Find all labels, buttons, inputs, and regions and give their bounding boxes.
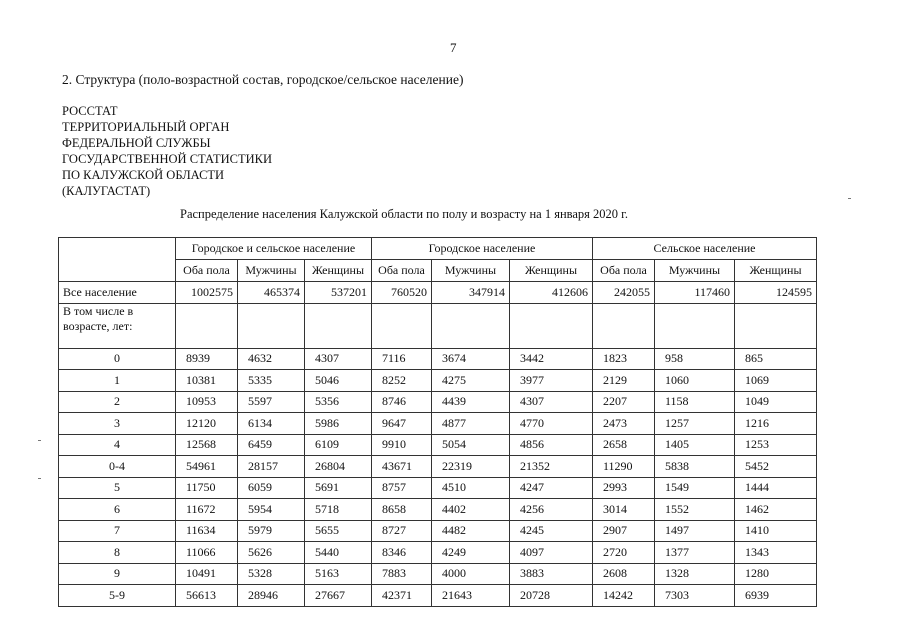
table-row <box>59 456 817 478</box>
table-cell: 43671 <box>372 456 432 478</box>
age-label: 9 <box>59 563 176 585</box>
org-line: ГОСУДАРСТВЕННОЙ СТАТИСТИКИ <box>62 152 272 166</box>
table-cell: 28157 <box>238 456 305 478</box>
table-cell: 56613 <box>176 585 238 607</box>
table-cell: 1257 <box>655 413 735 435</box>
table-cell: 8727 <box>372 520 432 542</box>
table-cell <box>655 303 735 348</box>
total-row <box>59 282 817 304</box>
table-cell <box>593 303 655 348</box>
table-cell <box>305 303 372 348</box>
group-header: Городское и сельское население <box>176 238 372 260</box>
table-cell: 7303 <box>655 585 735 607</box>
table-cell: 8746 <box>372 391 432 413</box>
table-cell: 1410 <box>735 520 817 542</box>
table-cell: 28946 <box>238 585 305 607</box>
table-cell: 5979 <box>238 520 305 542</box>
table-cell: 1253 <box>735 434 817 456</box>
table-cell: 5691 <box>305 477 372 499</box>
org-line: (КАЛУГАСТАТ) <box>62 184 151 198</box>
table-cell: 4402 <box>432 499 510 521</box>
column-header: Мужчины <box>238 260 305 282</box>
table-cell: 465374 <box>238 282 305 304</box>
table-cell: 21352 <box>510 456 593 478</box>
table-cell: 11750 <box>176 477 238 499</box>
table-cell: 1328 <box>655 563 735 585</box>
table-cell: 117460 <box>655 282 735 304</box>
table-cell: 11672 <box>176 499 238 521</box>
column-header: Женщины <box>735 260 817 282</box>
table-cell: 1060 <box>655 370 735 392</box>
table-cell: 1462 <box>735 499 817 521</box>
table-cell: 5163 <box>305 563 372 585</box>
table-cell: 4510 <box>432 477 510 499</box>
table-cell: 4877 <box>432 413 510 435</box>
column-header: Оба пола <box>593 260 655 282</box>
table-cell: 10491 <box>176 563 238 585</box>
table-row <box>59 434 817 456</box>
table-cell: 20728 <box>510 585 593 607</box>
table-cell: 5356 <box>305 391 372 413</box>
table-cell: 8939 <box>176 348 238 370</box>
table-cell: 4256 <box>510 499 593 521</box>
table-cell: 5626 <box>238 542 305 564</box>
column-header: Оба пола <box>176 260 238 282</box>
age-label: 3 <box>59 413 176 435</box>
table-cell: 4275 <box>432 370 510 392</box>
table-cell: 5954 <box>238 499 305 521</box>
table-cell: 242055 <box>593 282 655 304</box>
table-cell: 7116 <box>372 348 432 370</box>
table-row <box>59 477 817 499</box>
table-cell: 5452 <box>735 456 817 478</box>
table-cell: 4247 <box>510 477 593 499</box>
table-cell: 42371 <box>372 585 432 607</box>
table-cell: 6939 <box>735 585 817 607</box>
table-cell: 6059 <box>238 477 305 499</box>
table-cell: 1823 <box>593 348 655 370</box>
table-cell: 2608 <box>593 563 655 585</box>
table-cell: 1377 <box>655 542 735 564</box>
table-row <box>59 499 817 521</box>
table-cell: 3442 <box>510 348 593 370</box>
table-cell: 5597 <box>238 391 305 413</box>
table-cell: 1444 <box>735 477 817 499</box>
table-cell: 5655 <box>305 520 372 542</box>
org-line: РОССТАТ <box>62 104 118 118</box>
table-cell: 3883 <box>510 563 593 585</box>
table-cell <box>372 303 432 348</box>
table-cell: 4000 <box>432 563 510 585</box>
table-cell: 3674 <box>432 348 510 370</box>
subheading-label: В том числе в возрасте, лет: <box>59 303 176 348</box>
table-cell: 26804 <box>305 456 372 478</box>
age-label: 5-9 <box>59 585 176 607</box>
row-label: Все население <box>59 282 176 304</box>
table-cell: 8757 <box>372 477 432 499</box>
table-cell: 2720 <box>593 542 655 564</box>
population-table <box>58 237 817 607</box>
scan-speck <box>848 198 851 199</box>
table-row <box>59 520 817 542</box>
table-cell: 1549 <box>655 477 735 499</box>
scan-speck <box>38 478 41 479</box>
table-cell: 5440 <box>305 542 372 564</box>
table-cell: 7883 <box>372 563 432 585</box>
table-cell: 412606 <box>510 282 593 304</box>
table-cell: 10953 <box>176 391 238 413</box>
table-cell: 27667 <box>305 585 372 607</box>
table-cell: 4307 <box>305 348 372 370</box>
age-label: 4 <box>59 434 176 456</box>
table-cell: 5328 <box>238 563 305 585</box>
scan-speck <box>38 440 41 441</box>
table-row <box>59 370 817 392</box>
table-caption: Распределение населения Калужской области по полу и возрасту на 1 января 2020 г. <box>180 207 629 221</box>
table-cell: 5335 <box>238 370 305 392</box>
table-row <box>59 585 817 607</box>
table-row <box>59 542 817 564</box>
column-header: Женщины <box>510 260 593 282</box>
table-cell <box>432 303 510 348</box>
age-label: 1 <box>59 370 176 392</box>
table-cell: 3977 <box>510 370 593 392</box>
table-cell: 760520 <box>372 282 432 304</box>
table-cell: 4632 <box>238 348 305 370</box>
table-cell: 4770 <box>510 413 593 435</box>
table-cell: 14242 <box>593 585 655 607</box>
table-cell: 8252 <box>372 370 432 392</box>
table-cell: 2473 <box>593 413 655 435</box>
org-line: ПО КАЛУЖСКОЙ ОБЛАСТИ <box>62 168 225 182</box>
table-cell: 12120 <box>176 413 238 435</box>
column-header: Женщины <box>305 260 372 282</box>
org-line: ТЕРРИТОРИАЛЬНЫЙ ОРГАН <box>62 120 230 134</box>
table-cell: 4856 <box>510 434 593 456</box>
table-cell: 5718 <box>305 499 372 521</box>
table-cell: 22319 <box>432 456 510 478</box>
age-label: 8 <box>59 542 176 564</box>
table-cell: 4249 <box>432 542 510 564</box>
table-cell: 1343 <box>735 542 817 564</box>
table-cell: 1216 <box>735 413 817 435</box>
table-cell: 6134 <box>238 413 305 435</box>
age-label: 7 <box>59 520 176 542</box>
table-cell: 8346 <box>372 542 432 564</box>
page-number: 7 <box>450 40 457 55</box>
table-cell: 2658 <box>593 434 655 456</box>
table-cell <box>735 303 817 348</box>
table-cell: 865 <box>735 348 817 370</box>
age-label: 2 <box>59 391 176 413</box>
table-cell: 9910 <box>372 434 432 456</box>
table-cell: 124595 <box>735 282 817 304</box>
table-cell: 9647 <box>372 413 432 435</box>
table-cell: 12568 <box>176 434 238 456</box>
table-row <box>59 563 817 585</box>
table-cell: 1552 <box>655 499 735 521</box>
table-cell: 1069 <box>735 370 817 392</box>
table-cell: 21643 <box>432 585 510 607</box>
column-header: Мужчины <box>655 260 735 282</box>
table-cell: 1158 <box>655 391 735 413</box>
table-cell: 958 <box>655 348 735 370</box>
organization-block <box>62 103 272 199</box>
table-cell: 2207 <box>593 391 655 413</box>
table-cell: 1002575 <box>176 282 238 304</box>
table-cell: 4245 <box>510 520 593 542</box>
table-cell <box>510 303 593 348</box>
age-label: 0-4 <box>59 456 176 478</box>
table-cell: 2993 <box>593 477 655 499</box>
age-label: 0 <box>59 348 176 370</box>
table-cell: 1280 <box>735 563 817 585</box>
table-cell: 10381 <box>176 370 238 392</box>
org-line: ФЕДЕРАЛЬНОЙ СЛУЖБЫ <box>62 136 211 150</box>
column-header: Оба пола <box>372 260 432 282</box>
table-cell: 3014 <box>593 499 655 521</box>
table-cell: 11066 <box>176 542 238 564</box>
table-cell: 1497 <box>655 520 735 542</box>
group-header: Городское население <box>372 238 593 260</box>
table-cell: 6459 <box>238 434 305 456</box>
table-cell: 537201 <box>305 282 372 304</box>
table-cell: 54961 <box>176 456 238 478</box>
table-cell: 5986 <box>305 413 372 435</box>
table-cell: 8658 <box>372 499 432 521</box>
table-cell: 11634 <box>176 520 238 542</box>
table-row <box>59 348 817 370</box>
table-cell: 11290 <box>593 456 655 478</box>
age-label: 5 <box>59 477 176 499</box>
table-cell: 2129 <box>593 370 655 392</box>
table-cell: 5838 <box>655 456 735 478</box>
table-cell: 1049 <box>735 391 817 413</box>
table-cell: 5046 <box>305 370 372 392</box>
header-corner <box>59 238 176 282</box>
table-cell: 2907 <box>593 520 655 542</box>
table-cell: 6109 <box>305 434 372 456</box>
age-label: 6 <box>59 499 176 521</box>
column-header: Мужчины <box>432 260 510 282</box>
table-cell: 347914 <box>432 282 510 304</box>
table-cell <box>176 303 238 348</box>
table-cell: 4097 <box>510 542 593 564</box>
subheading-row <box>59 303 817 348</box>
section-title: 2. Структура (поло-возрастной состав, городское/сельское население) <box>62 72 464 87</box>
table-row <box>59 413 817 435</box>
table-cell: 5054 <box>432 434 510 456</box>
table-cell: 4439 <box>432 391 510 413</box>
table-cell: 4307 <box>510 391 593 413</box>
table-cell: 1405 <box>655 434 735 456</box>
table-cell: 4482 <box>432 520 510 542</box>
table-cell <box>238 303 305 348</box>
group-header: Сельское население <box>593 238 817 260</box>
table-row <box>59 391 817 413</box>
